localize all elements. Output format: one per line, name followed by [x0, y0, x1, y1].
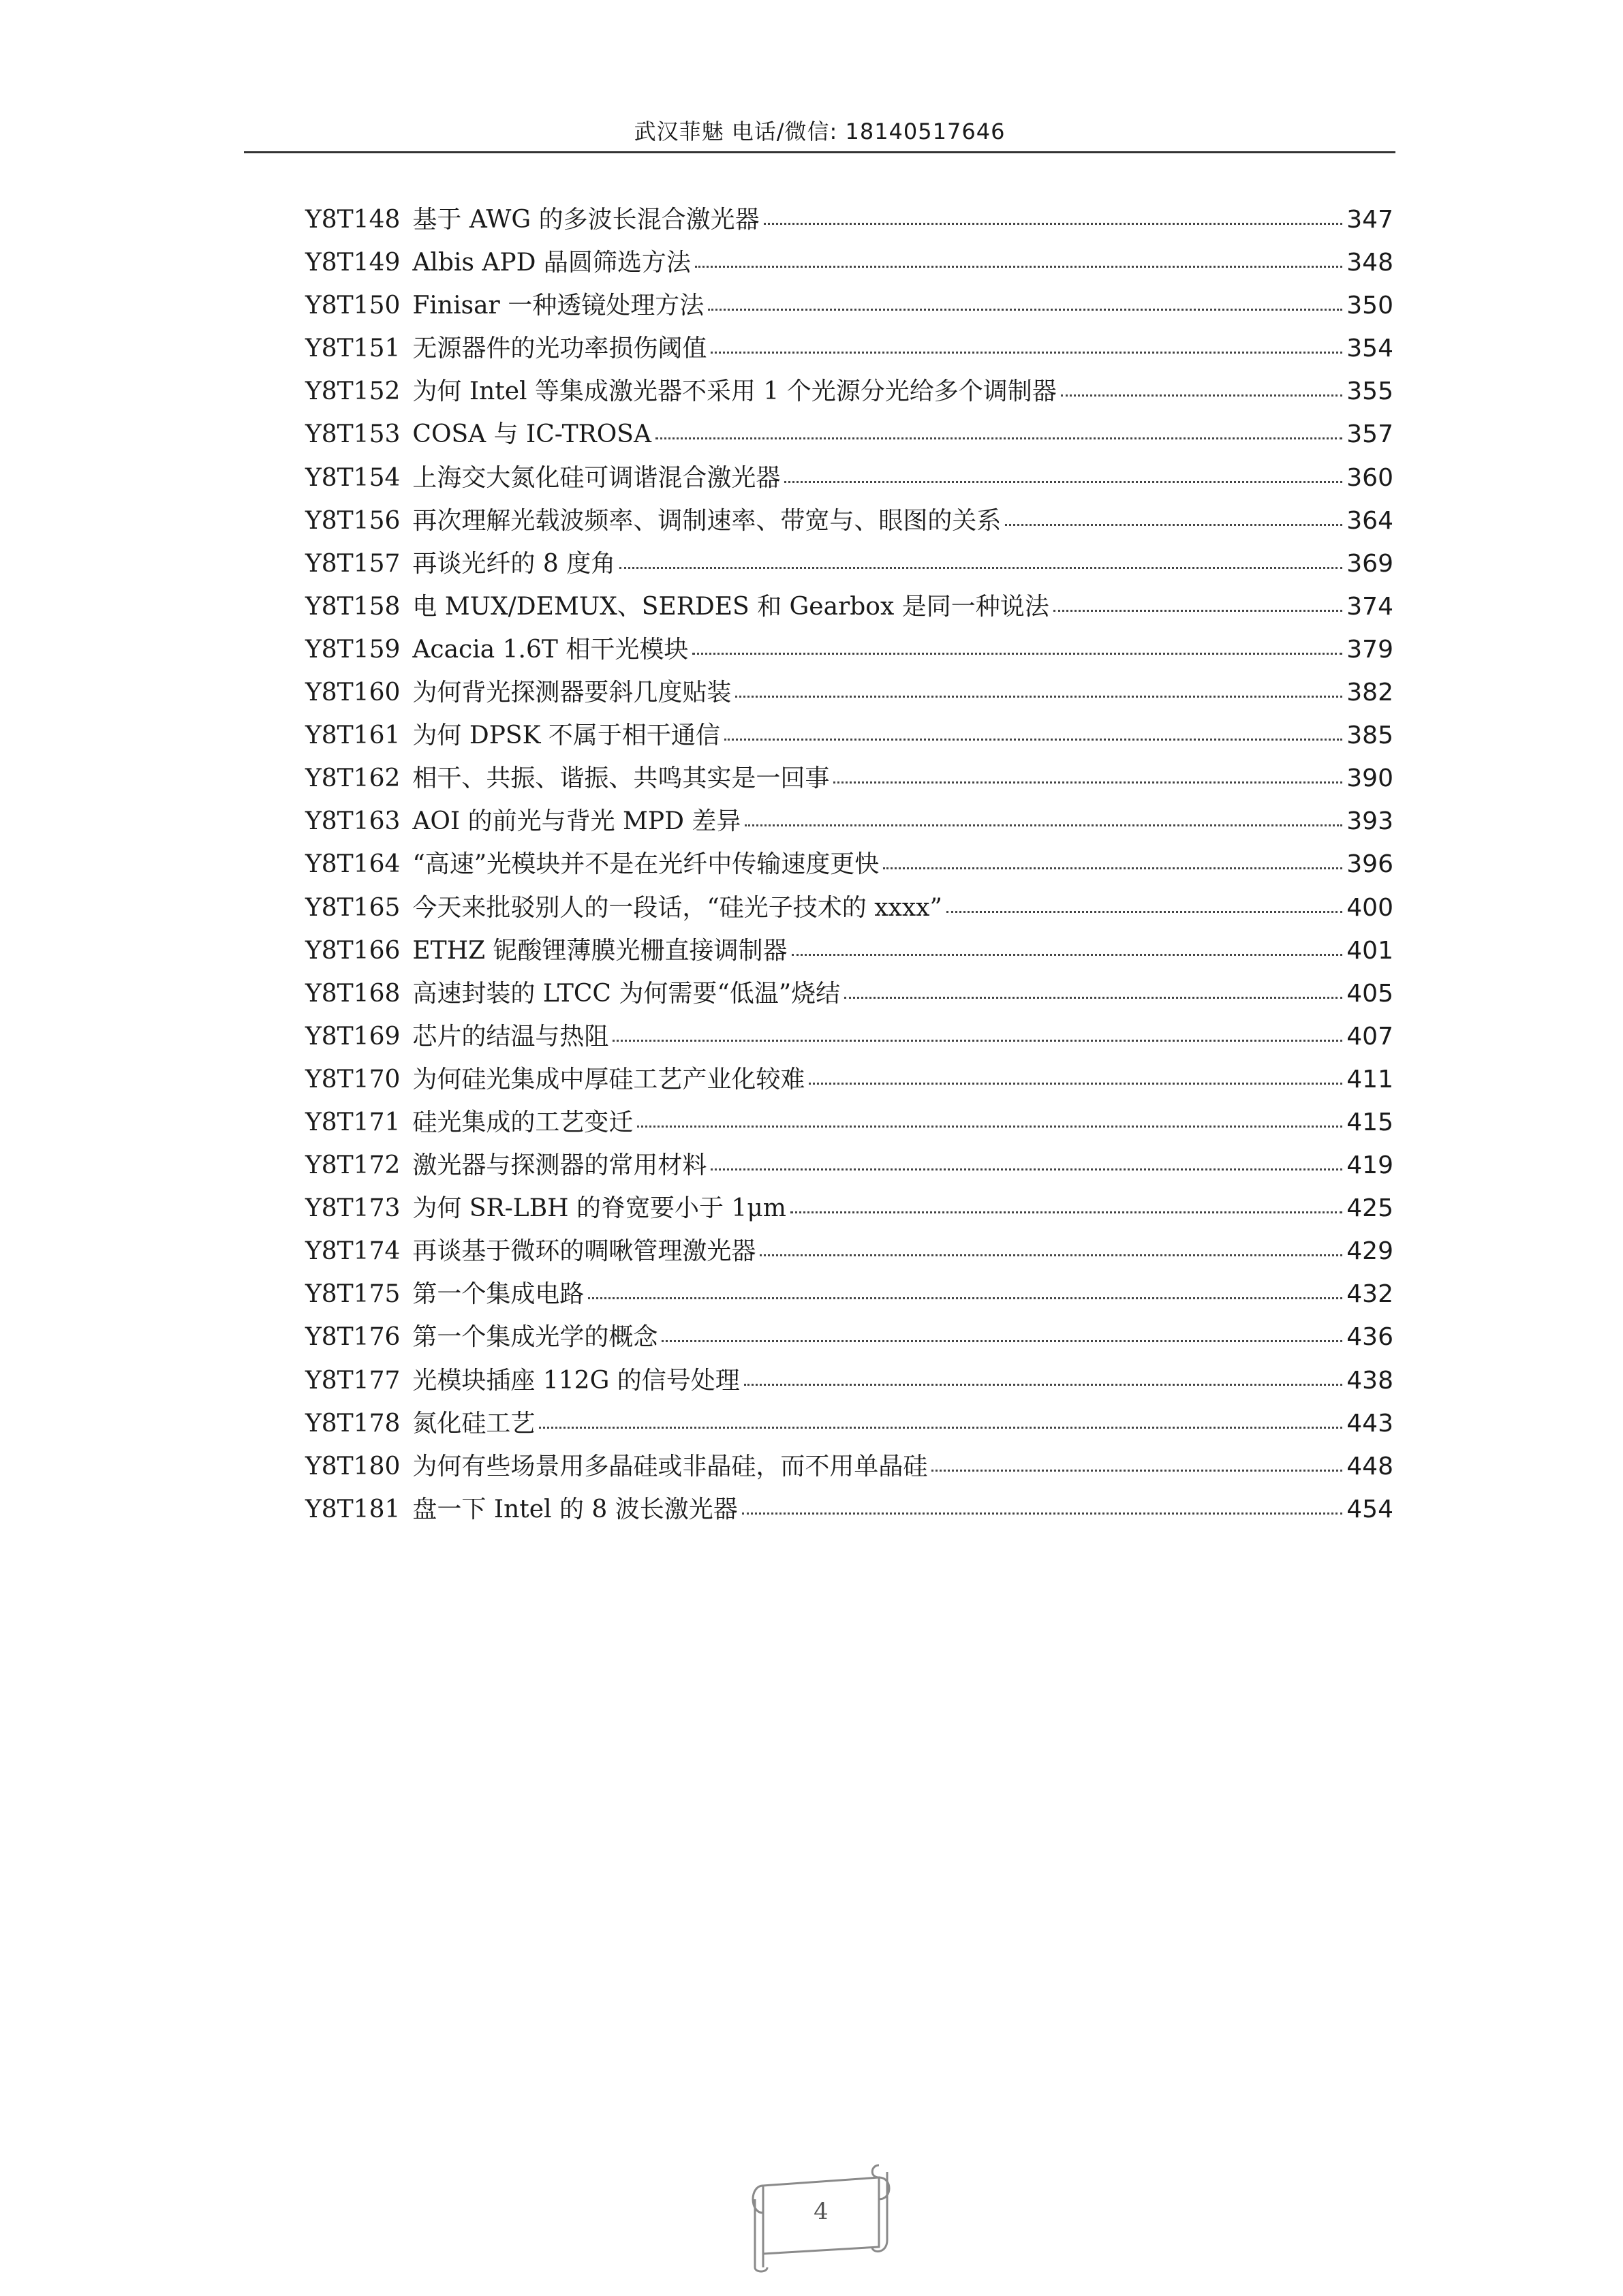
toc-entry[interactable]	[305, 1275, 1393, 1318]
toc-entry-code: Y8T154	[305, 463, 401, 492]
toc-entry-title: 上海交大氮化硅可调谐混合激光器	[412, 463, 781, 492]
toc-entry-code: Y8T151	[305, 335, 401, 363]
toc-entry[interactable]	[305, 1146, 1393, 1189]
toc-entry-page: 407	[1346, 1022, 1393, 1051]
toc-entry-title: 高速封装的 LTCC 为何需要“低温”烧结	[412, 979, 841, 1008]
toc-entry-title: 芯片的结温与热阻	[412, 1022, 609, 1051]
toc-entry-code: Y8T157	[305, 549, 401, 578]
toc-entry-title: 为何背光探测器要斜几度贴装	[412, 679, 732, 707]
toc-entry-page: 369	[1346, 549, 1393, 578]
toc-entry[interactable]	[305, 1318, 1393, 1361]
toc-entry-title: 光模块插座 112G 的信号处理	[412, 1366, 740, 1395]
toc-dot-leader	[619, 567, 1342, 569]
toc-entry[interactable]	[305, 1017, 1393, 1060]
toc-entry-page: 443	[1346, 1409, 1393, 1438]
toc-entry-title: 氮化硅工艺	[412, 1409, 536, 1438]
toc-entry-code: Y8T158	[305, 592, 401, 621]
toc-entry[interactable]	[305, 1490, 1393, 1533]
toc-dot-leader	[792, 954, 1343, 956]
toc-dot-leader	[1053, 610, 1343, 612]
toc-dot-leader	[613, 1040, 1342, 1042]
toc-entry-code: Y8T175	[305, 1280, 401, 1309]
toc-entry-code: Y8T160	[305, 679, 401, 707]
toc-entry[interactable]	[305, 630, 1393, 673]
table-of-contents	[305, 200, 1393, 1533]
toc-entry-title: Albis APD 晶圆筛选方法	[412, 249, 691, 277]
toc-entry[interactable]	[305, 372, 1393, 415]
toc-dot-leader	[692, 653, 1342, 655]
toc-dot-leader	[724, 739, 1342, 741]
toc-entry[interactable]	[305, 1232, 1393, 1275]
toc-entry[interactable]	[305, 200, 1393, 243]
toc-entry[interactable]	[305, 587, 1393, 630]
toc-entry-code: Y8T148	[305, 206, 401, 234]
toc-entry-page: 405	[1346, 979, 1393, 1008]
toc-entry-code: Y8T176	[305, 1323, 401, 1352]
toc-entry-code: Y8T153	[305, 420, 401, 449]
toc-entry-code: Y8T174	[305, 1237, 401, 1266]
page-number: 4	[814, 2198, 829, 2225]
toc-entry-page: 401	[1346, 936, 1393, 965]
toc-entry[interactable]	[305, 845, 1393, 888]
toc-entry-title: 为何 Intel 等集成激光器不采用 1 个光源分光给多个调制器	[412, 377, 1057, 406]
toc-dot-leader	[931, 1470, 1342, 1472]
toc-entry-page: 354	[1346, 335, 1393, 363]
toc-entry[interactable]	[305, 673, 1393, 716]
toc-entry-page: 425	[1346, 1194, 1393, 1223]
toc-entry[interactable]	[305, 286, 1393, 329]
toc-entry-page: 448	[1346, 1452, 1393, 1480]
toc-entry-code: Y8T161	[305, 722, 401, 750]
toc-dot-leader	[764, 223, 1343, 225]
toc-dot-leader	[809, 1083, 1342, 1085]
toc-entry-page: 438	[1346, 1366, 1393, 1395]
toc-entry[interactable]	[305, 501, 1393, 544]
toc-entry-title: 无源器件的光功率损伤阈值	[412, 335, 707, 363]
toc-entry-code: Y8T159	[305, 635, 401, 664]
toc-entry[interactable]	[305, 1361, 1393, 1404]
toc-entry-page: 347	[1346, 206, 1393, 234]
toc-dot-leader	[735, 696, 1342, 698]
toc-entry[interactable]	[305, 716, 1393, 759]
toc-entry[interactable]	[305, 1103, 1393, 1146]
toc-dot-leader	[637, 1126, 1342, 1128]
toc-entry[interactable]	[305, 974, 1393, 1017]
toc-entry-page: 429	[1346, 1237, 1393, 1266]
toc-entry-page: 432	[1346, 1280, 1393, 1309]
toc-entry-page: 411	[1346, 1065, 1393, 1093]
toc-entry-code: Y8T173	[305, 1194, 401, 1223]
toc-dot-leader	[946, 911, 1342, 913]
page-header: 武汉菲魅 电话/微信: 18140517646	[634, 119, 1006, 144]
toc-entry-page: 385	[1346, 722, 1393, 750]
toc-entry-code: Y8T163	[305, 807, 401, 836]
toc-entry[interactable]	[305, 459, 1393, 501]
toc-entry-title: 盘一下 Intel 的 8 波长激光器	[412, 1495, 738, 1523]
toc-entry-page: 364	[1346, 506, 1393, 535]
toc-entry-title: 相干、共振、谐振、共鸣其实是一回事	[412, 764, 830, 793]
toc-entry[interactable]	[305, 243, 1393, 286]
toc-dot-leader	[844, 997, 1342, 999]
toc-entry-title: Acacia 1.6T 相干光模块	[412, 635, 689, 664]
toc-entry-page: 415	[1346, 1108, 1393, 1136]
toc-entry-title: 为何 DPSK 不属于相干通信	[412, 722, 720, 750]
toc-entry-code: Y8T149	[305, 249, 401, 277]
toc-entry-page: 393	[1346, 807, 1393, 836]
toc-entry-code: Y8T152	[305, 377, 401, 406]
toc-dot-leader	[1061, 394, 1343, 397]
toc-dot-leader	[711, 352, 1342, 354]
toc-entry-code: Y8T166	[305, 936, 401, 965]
toc-entry-title: 激光器与探测器的常用材料	[412, 1151, 707, 1180]
toc-entry[interactable]	[305, 1447, 1393, 1490]
toc-entry-page: 379	[1346, 635, 1393, 664]
toc-entry-title: 为何有些场景用多晶硅或非晶硅，而不用单晶硅	[412, 1452, 928, 1480]
toc-entry-page: 454	[1346, 1495, 1393, 1523]
toc-entry-code: Y8T171	[305, 1108, 401, 1136]
toc-entry-code: Y8T172	[305, 1151, 401, 1180]
toc-entry-title: Finisar 一种透镜处理方法	[412, 292, 705, 320]
toc-entry[interactable]	[305, 759, 1393, 802]
toc-entry-title: 再谈基于微环的啁啾管理激光器	[412, 1237, 756, 1266]
toc-entry-code: Y8T169	[305, 1022, 401, 1051]
toc-entry[interactable]	[305, 329, 1393, 372]
toc-entry-title: 再次理解光载波频率、调制速率、带宽与、眼图的关系	[412, 506, 1002, 535]
toc-dot-leader	[745, 824, 1342, 826]
toc-entry[interactable]	[305, 1189, 1393, 1232]
toc-entry-page: 360	[1346, 463, 1393, 492]
toc-entry-page: 400	[1346, 893, 1393, 922]
toc-dot-leader	[742, 1512, 1343, 1515]
toc-entry-page: 382	[1346, 679, 1393, 707]
toc-entry-title: 基于 AWG 的多波长混合激光器	[412, 206, 760, 234]
toc-entry-page: 374	[1346, 592, 1393, 621]
toc-entry[interactable]	[305, 802, 1393, 845]
toc-entry-code: Y8T164	[305, 850, 401, 879]
toc-entry-code: Y8T168	[305, 979, 401, 1008]
toc-dot-leader	[588, 1297, 1342, 1299]
toc-entry-page: 396	[1346, 850, 1393, 879]
toc-entry-title: 第一个集成光学的概念	[412, 1323, 658, 1352]
toc-dot-leader	[744, 1384, 1343, 1386]
toc-entry[interactable]	[305, 1060, 1393, 1103]
toc-dot-leader	[539, 1427, 1342, 1429]
toc-dot-leader	[695, 266, 1342, 268]
header-divider	[244, 151, 1395, 153]
toc-entry-title: 第一个集成电路	[412, 1280, 585, 1309]
toc-entry-page: 350	[1346, 292, 1393, 320]
toc-entry-title: COSA 与 IC-TROSA	[412, 420, 651, 449]
toc-entry[interactable]	[305, 415, 1393, 458]
toc-dot-leader	[662, 1340, 1342, 1342]
toc-dot-leader	[833, 781, 1342, 784]
toc-entry-page: 390	[1346, 764, 1393, 793]
toc-entry-page: 436	[1346, 1323, 1393, 1352]
toc-entry-title: 为何硅光集成中厚硅工艺产业化较难	[412, 1065, 805, 1093]
toc-entry-title: 再谈光纤的 8 度角	[412, 549, 616, 578]
toc-entry-code: Y8T181	[305, 1495, 401, 1523]
toc-entry-code: Y8T162	[305, 764, 401, 793]
toc-dot-leader	[708, 309, 1342, 311]
toc-entry-title: 今天来批驳别人的一段话，“硅光子技术的 xxxx”	[412, 893, 942, 922]
toc-entry-page: 348	[1346, 249, 1393, 277]
toc-dot-leader	[790, 1211, 1342, 1213]
toc-dot-leader	[655, 437, 1342, 439]
toc-entry-code: Y8T177	[305, 1366, 401, 1395]
toc-entry-page: 419	[1346, 1151, 1393, 1180]
toc-entry-code: Y8T180	[305, 1452, 401, 1480]
toc-entry-title: 为何 SR-LBH 的脊宽要小于 1μm	[412, 1194, 786, 1223]
toc-entry-code: Y8T150	[305, 292, 401, 320]
toc-dot-leader	[1005, 524, 1342, 526]
toc-entry-title: AOI 的前光与背光 MPD 差异	[412, 807, 741, 836]
toc-dot-leader	[883, 867, 1342, 869]
toc-entry-code: Y8T165	[305, 893, 401, 922]
toc-entry[interactable]	[305, 544, 1393, 587]
toc-entry-code: Y8T170	[305, 1065, 401, 1093]
toc-dot-leader	[760, 1254, 1342, 1256]
page-footer	[743, 2158, 899, 2274]
toc-entry-title: 电 MUX/DEMUX、SERDES 和 Gearbox 是同一种说法	[412, 592, 1049, 621]
toc-entry-title: 硅光集成的工艺变迁	[412, 1108, 634, 1136]
toc-entry-page: 357	[1346, 420, 1393, 449]
toc-entry-title: “高速”光模块并不是在光纤中传输速度更快	[412, 850, 880, 879]
toc-entry-code: Y8T178	[305, 1409, 401, 1438]
toc-entry[interactable]	[305, 931, 1393, 974]
toc-entry-title: ETHZ 铌酸锂薄膜光栅直接调制器	[412, 936, 788, 965]
toc-dot-leader	[711, 1168, 1342, 1170]
toc-dot-leader	[784, 481, 1342, 483]
toc-entry-page: 355	[1346, 377, 1393, 406]
toc-entry-code: Y8T156	[305, 506, 401, 535]
toc-entry[interactable]	[305, 1404, 1393, 1447]
toc-entry[interactable]	[305, 888, 1393, 931]
